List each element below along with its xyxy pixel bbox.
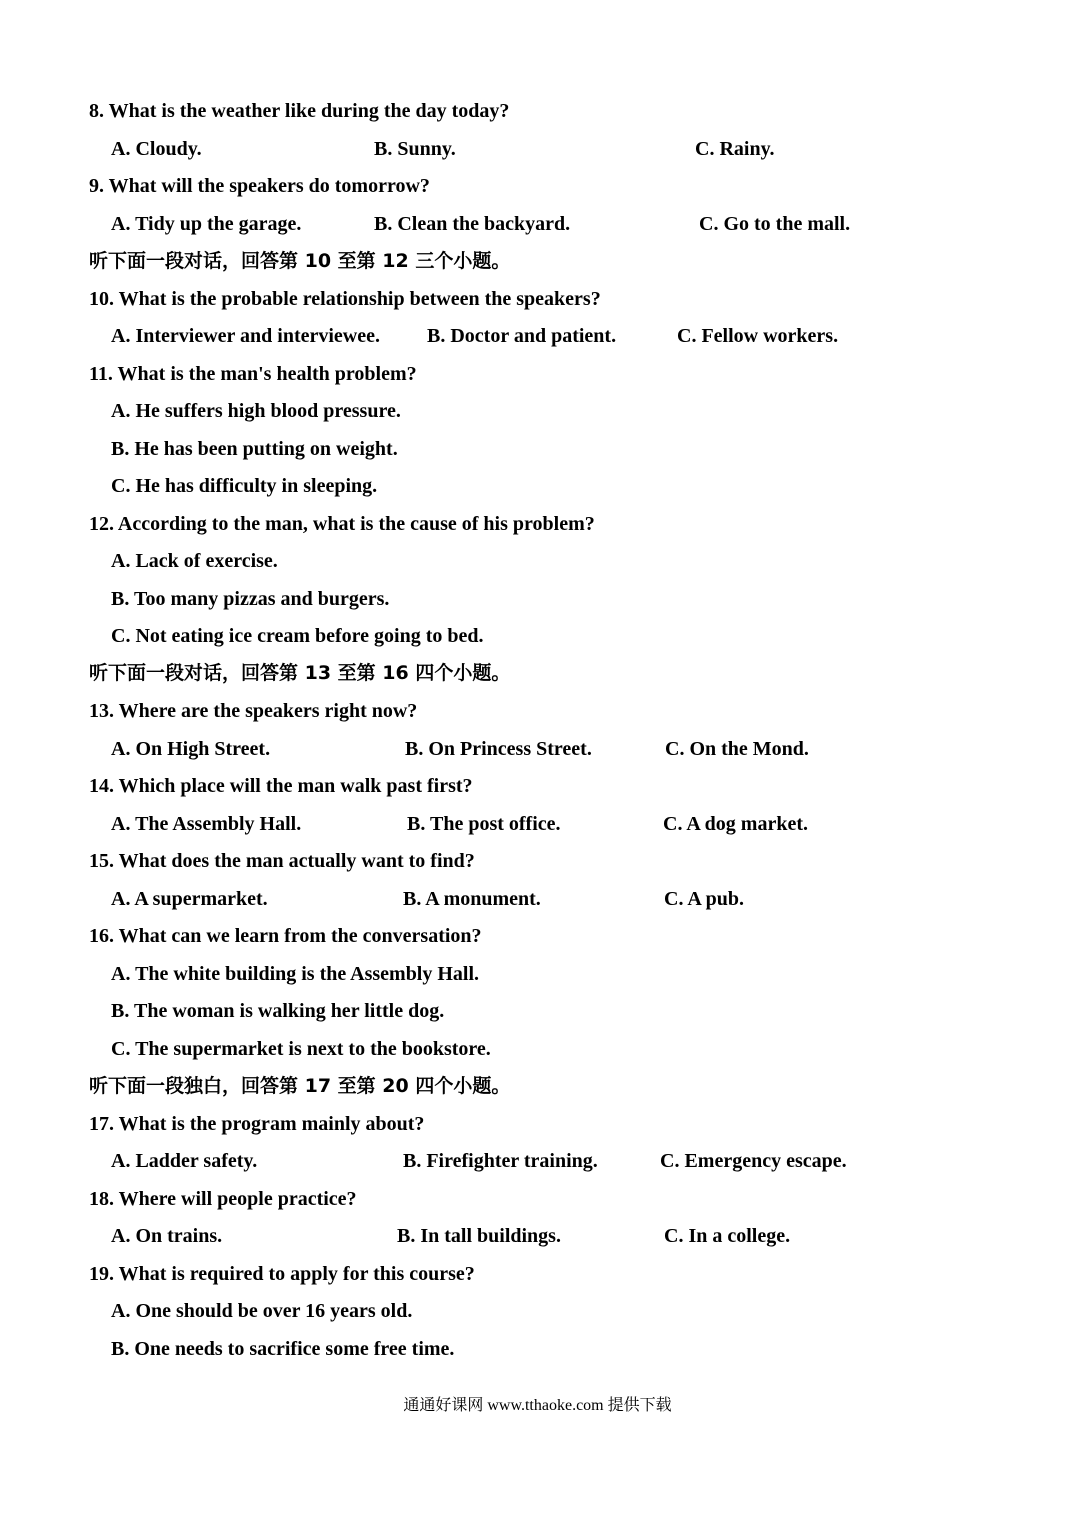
option-b: B. Firefighter training. [403, 1150, 598, 1172]
option-b: B. Doctor and patient. [427, 325, 617, 347]
option-a: A. The Assembly Hall. [111, 813, 302, 835]
question-stem: 9. What will the speakers do tomorrow? [89, 175, 430, 197]
option-b: B. Clean the backyard. [374, 213, 571, 235]
question-stem: 16. What can we learn from the conversation? [89, 925, 482, 947]
option-c: C. Go to the mall. [699, 213, 851, 235]
option-a: A. A supermarket. [111, 888, 268, 910]
page-footer: 通通好课网 www.tthaoke.com 提供下载 [403, 1397, 672, 1414]
option-c: C. A pub. [664, 888, 745, 910]
question-stem: 18. Where will people practice? [89, 1188, 357, 1210]
option-a: A. Lack of exercise. [111, 550, 278, 572]
option-c: C. Emergency escape. [660, 1150, 847, 1172]
option-b: B. He has been putting on weight. [111, 438, 398, 460]
option-c: C. A dog market. [663, 813, 808, 835]
question-stem: 12. According to the man, what is the cause of his problem? [89, 513, 595, 535]
option-a: A. On High Street. [111, 738, 271, 760]
option-a: A. The white building is the Assembly Hall. [111, 963, 480, 985]
question-stem: 13. Where are the speakers right now? [89, 700, 418, 722]
option-a: A. Interviewer and interviewee. [111, 325, 381, 347]
option-c: C. The supermarket is next to the bookstore. [111, 1038, 491, 1060]
option-c: C. On the Mond. [665, 738, 809, 760]
question-stem: 19. What is required to apply for this course? [89, 1263, 475, 1285]
option-c: C. Fellow workers. [677, 325, 839, 347]
question-stem: 15. What does the man actually want to find? [89, 850, 475, 872]
option-a: A. Tidy up the garage. [111, 213, 302, 235]
option-b: B. The post office. [407, 813, 561, 835]
option-b: B. Sunny. [374, 138, 456, 160]
option-a: A. Ladder safety. [111, 1150, 258, 1172]
section-instruction: 听下面一段对话，回答第 13 至第 16 四个小题。 [89, 662, 511, 684]
question-stem: 10. What is the probable relationship between the speakers? [89, 288, 601, 310]
question-stem: 17. What is the program mainly about? [89, 1113, 425, 1135]
option-b: B. In tall buildings. [397, 1225, 561, 1247]
option-b: B. One needs to sacrifice some free time. [111, 1338, 455, 1360]
question-stem: 11. What is the man's health problem? [89, 363, 417, 385]
section-instruction: 听下面一段独白，回答第 17 至第 20 四个小题。 [89, 1075, 511, 1097]
option-c: C. Rainy. [695, 138, 775, 160]
option-b: B. The woman is walking her little dog. [111, 1000, 445, 1022]
question-stem: 14. Which place will the man walk past first? [89, 775, 473, 797]
option-c: C. He has difficulty in sleeping. [111, 475, 378, 497]
option-c: C. In a college. [664, 1225, 791, 1247]
option-c: C. Not eating ice cream before going to bed. [111, 625, 484, 647]
option-b: B. A monument. [403, 888, 541, 910]
option-b: B. Too many pizzas and burgers. [111, 588, 390, 610]
section-instruction: 听下面一段对话，回答第 10 至第 12 三个小题。 [89, 250, 511, 272]
question-stem: 8. What is the weather like during the day today? [89, 100, 510, 122]
option-a: A. He suffers high blood pressure. [111, 400, 401, 422]
option-a: A. One should be over 16 years old. [111, 1300, 413, 1322]
option-a: A. Cloudy. [111, 138, 202, 160]
option-a: A. On trains. [111, 1225, 223, 1247]
option-b: B. On Princess Street. [405, 738, 592, 760]
